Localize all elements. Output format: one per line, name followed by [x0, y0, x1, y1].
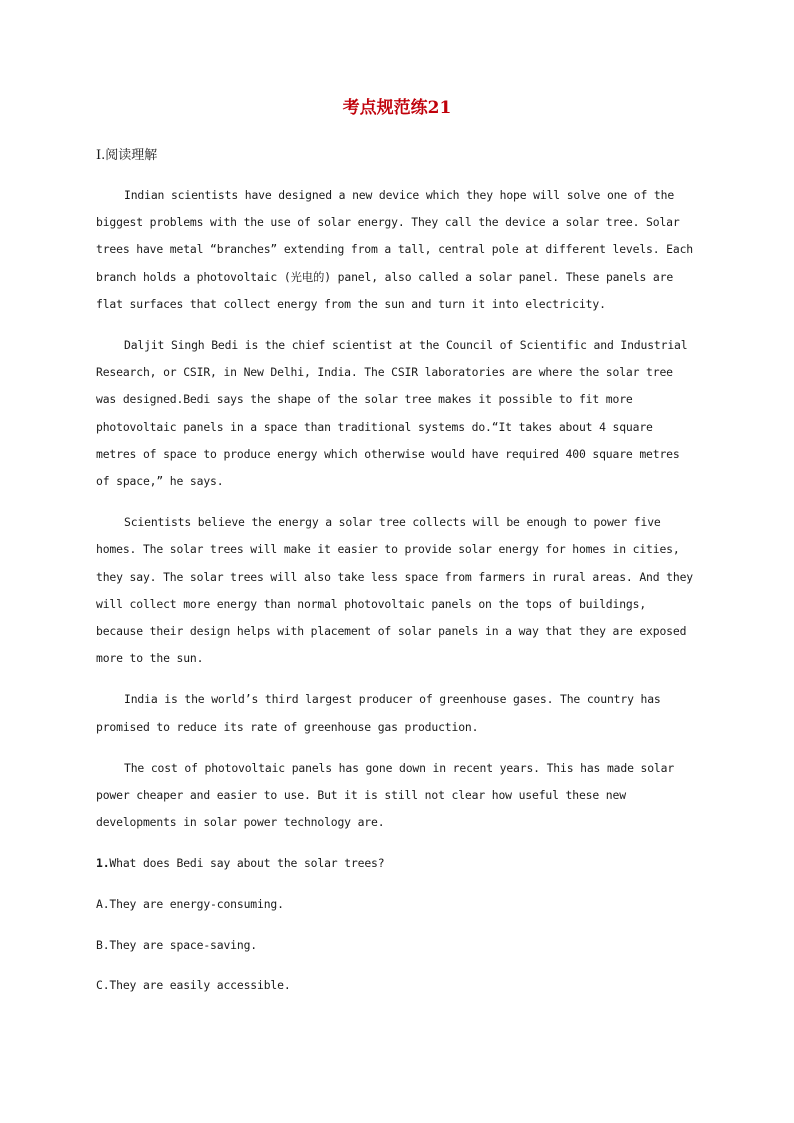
option-b: B.They are space-saving.	[96, 937, 257, 952]
passage-paragraph-3: Scientists believe the energy a solar tree collects will be enough to power five homes. The solar trees will make it easier to provide solar energy for homes in cities, they say. The solar trees will also take less space from farmers in rural areas. And they will collect more energy than normal photovoltaic panels on the tops of buildings, because their design helps with placement of solar panels in a way that they are exposed more to the sun.	[96, 515, 693, 666]
passage-body	[96, 182, 694, 1013]
section-heading: Ⅰ.阅读理解	[96, 148, 158, 163]
passage-paragraph-5: The cost of photovoltaic panels has gone down in recent years. This has made solar power cheaper and easier to use. But it is still not clear how useful these new developments in solar power technology are.	[96, 760, 675, 830]
question-number: 1.	[96, 856, 110, 871]
question-1	[96, 850, 694, 891]
passage-paragraph-1: Indian scientists have designed a new device which they hope will solve one of the biggest problems with the use of solar energy. They call the device a solar tree. Solar trees have metal “branches” extending from a tall, central pole at different levels. Each branch holds a photovoltaic (光电的) panel, also called a solar panel. These panels are flat surfaces that collect energy from the sun and turn it into electricity.	[96, 188, 693, 311]
question-text: What does Bedi say about the solar trees?	[109, 856, 385, 871]
page-title: 考点规范练21	[342, 98, 452, 118]
passage-paragraph-2: Daljit Singh Bedi is the chief scientist at the Council of Scientific and Industrial Research, or CSIR, in New Delhi, India. The CSIR laboratories are where the solar tree was designed.Bedi says the shape of the solar tree makes it possible to fit more photovoltaic panels in a space than traditional systems do.“It takes about 4 square metres of space to produce energy which otherwise would have required 400 square metres of space,” he says.	[96, 338, 688, 489]
option-a: A.They are energy-consuming.	[96, 897, 284, 912]
option-c: C.They are easily accessible.	[96, 978, 291, 993]
passage-paragraph-4: India is the world’s third largest producer of greenhouse gases. The country has promised to reduce its rate of greenhouse gas production.	[96, 692, 661, 734]
